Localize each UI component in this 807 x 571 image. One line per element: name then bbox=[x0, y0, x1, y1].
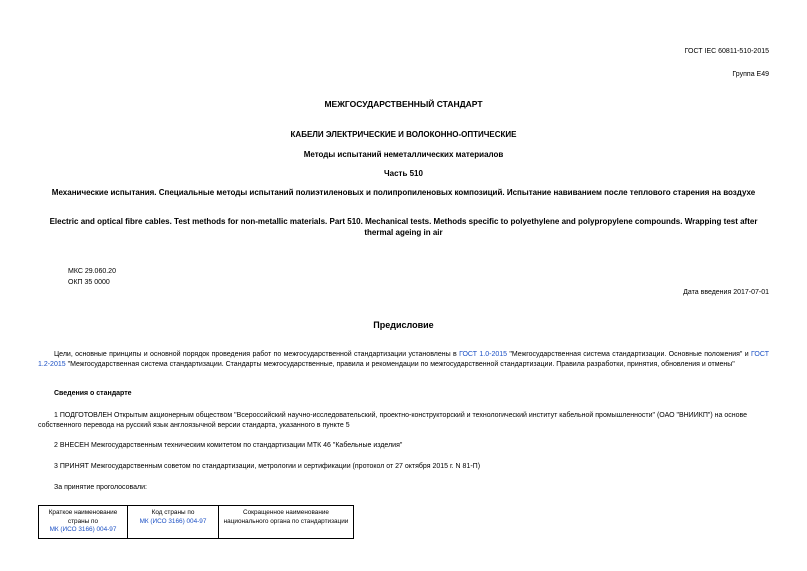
title-methods: Методы испытаний неметаллических материалов bbox=[303, 150, 504, 159]
col-country-code bbox=[128, 506, 219, 539]
col-country-name bbox=[39, 506, 128, 539]
gost-1-0-link[interactable]: ГОСТ 1.0-2015 bbox=[459, 351, 508, 358]
col-national-body bbox=[219, 506, 354, 539]
title-cables: КАБЕЛИ ЭЛЕКТРИЧЕСКИЕ И ВОЛОКОННО-ОПТИЧЕСКИЕ bbox=[290, 130, 517, 139]
table-header-row bbox=[39, 506, 354, 539]
subtitle-ru: Механические испытания. Специальные методы испытаний полиэтиленовых и полипропиленовых композиций. Испытание навиванием после теплового старения на воздухе bbox=[51, 188, 756, 197]
foreword-text-a: Цели, основные принципы и основной порядок проведения работ по межгосударственной стандартизации установлены в bbox=[54, 351, 460, 358]
doc-number: ГОСТ IEC 60811-510-2015 bbox=[684, 48, 769, 55]
col2-line1: Код страны по bbox=[151, 509, 195, 516]
item-1: 1 ПОДГОТОВЛЕН Открытым акционерным обществом "Всероссийский научно-исследовательский, проектно-конструкторский и технологический институт кабельной промышленности" (ОАО "ВНИИКП") на основе собственного перевода на русский язык англоязычной версии стандарта, указанного в пункте 5 bbox=[38, 412, 747, 429]
foreword-paragraph bbox=[38, 350, 769, 370]
subtitle-en: Electric and optical fibre cables. Test methods for non-metallic materials. Part 510. Mechanical tests. Methods specific to polyethylene and polypropylene compounds. Wrapping test after thermal ageing in air bbox=[49, 217, 758, 237]
col1-line1: Краткое наименование bbox=[48, 509, 118, 516]
col2-mk-link[interactable]: МК (ИСО 3166) 004-97 bbox=[139, 517, 207, 525]
okp-code: ОКП 35 0000 bbox=[68, 279, 110, 286]
title-part: Часть 510 bbox=[384, 169, 423, 178]
col3-line1: Сокращенное наименование bbox=[243, 509, 329, 516]
mks-code: МКС 29.060.20 bbox=[68, 268, 116, 275]
col3-line2: национального органа по стандартизации bbox=[223, 517, 349, 525]
gost-1-2-link[interactable]: ГОСТ 1.2-2015 bbox=[38, 351, 769, 368]
standard-type: МЕЖГОСУДАРСТВЕННЫЙ СТАНДАРТ bbox=[324, 99, 483, 109]
col1-line2: страны по bbox=[67, 517, 99, 525]
foreword-text-b: "Межгосударственная система стандартизации. Основные положения" и bbox=[507, 351, 752, 358]
foreword-text-c: "Межгосударственная система стандартизации. Стандарты межгосударственные, правила и рекомендации по межгосударственной стандартизации. Правила разработки, принятия, обновления и отмены" bbox=[65, 361, 735, 368]
col1-mk-link[interactable]: МК (ИСО 3166) 004-97 bbox=[49, 526, 117, 533]
group-code: Группа Е49 bbox=[732, 71, 769, 78]
item-2: 2 ВНЕСЕН Межгосударственным техническим комитетом по стандартизации МТК 46 "Кабельные изделия" bbox=[54, 442, 403, 449]
item-3: 3 ПРИНЯТ Межгосударственным советом по стандартизации, метрологии и сертификации (протокол от 27 октября 2015 г. N 81-П) bbox=[54, 463, 481, 470]
voting-table bbox=[38, 505, 354, 539]
info-heading: Сведения о стандарте bbox=[54, 390, 132, 397]
foreword-heading: Предисловие bbox=[373, 320, 434, 330]
intro-date: Дата введения 2017-07-01 bbox=[683, 289, 769, 296]
voted-label: За принятие проголосовали: bbox=[54, 484, 147, 491]
